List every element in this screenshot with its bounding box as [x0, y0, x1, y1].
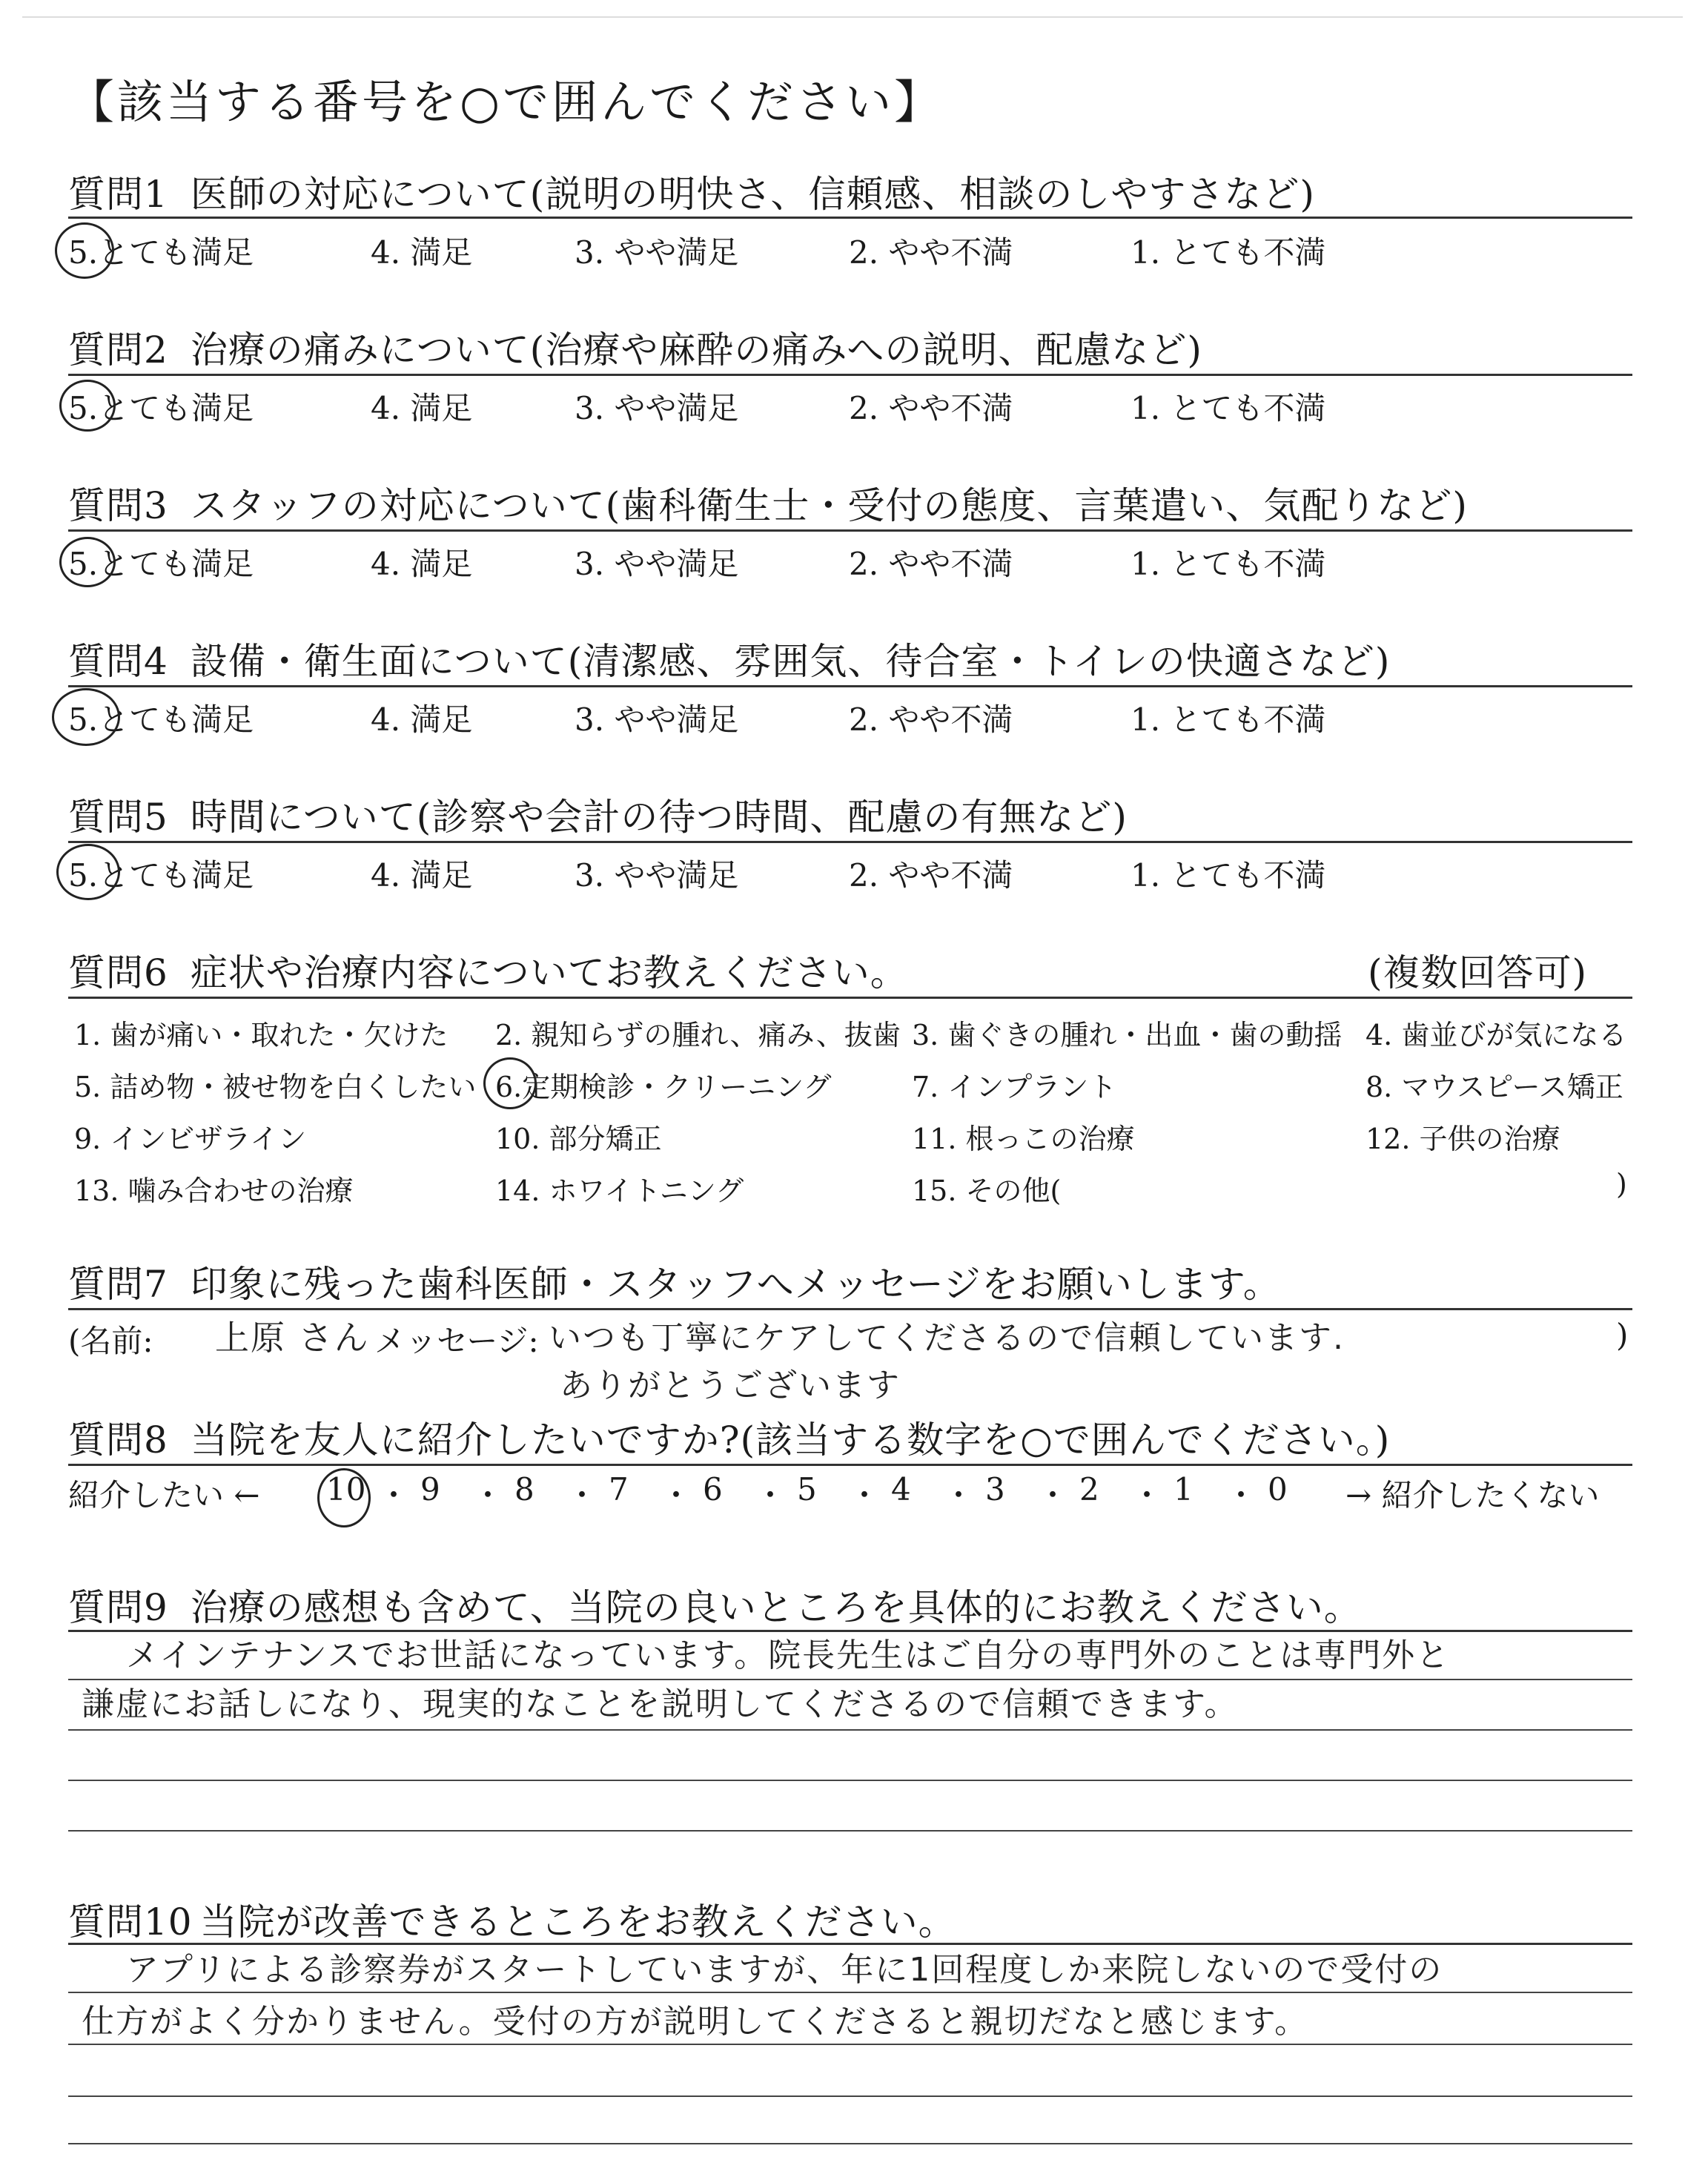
question-8-heading — [68, 1410, 1390, 1464]
question-7-heading — [68, 1255, 1281, 1308]
q9-answer-line-2[interactable]: 謙虚にお話しになり、現実的なことを説明してくださるので信頼できます。 — [82, 1685, 1239, 1723]
q2-option-4[interactable]: 4. 満足 — [371, 390, 473, 426]
q6-option-12[interactable]: 12. 子供の治療 — [1366, 1123, 1560, 1155]
question-3-heading — [68, 476, 1468, 529]
q5-option-1[interactable]: 1. とても不満 — [1131, 857, 1326, 894]
q8-scale-5[interactable]: 5 — [797, 1471, 817, 1507]
question-5-number: 質問5 — [68, 796, 168, 839]
question-7-rule — [68, 1308, 1632, 1310]
q6-option-8[interactable]: 8. マウスピース矯正 — [1366, 1071, 1623, 1103]
q6-option-2[interactable]: 2. 親知らずの腫れ、痛み、抜歯 — [495, 1019, 901, 1051]
q10-answer-line-2[interactable]: 仕方がよく分かりません。受付の方が説明してくださると親切だなと感じます。 — [82, 2003, 1309, 2041]
question-6-rule — [68, 997, 1632, 999]
q7-close-paren: ) — [1616, 1317, 1629, 1353]
question-10-rule-3 — [68, 2044, 1632, 2045]
question-10-heading — [68, 1892, 956, 1946]
q2-option-1[interactable]: 1. とても不満 — [1131, 390, 1326, 426]
top-border — [22, 16, 1683, 18]
q7-name-label: (名前: — [68, 1323, 153, 1359]
q6-option-6[interactable]: 6.定期検診・クリーニング — [495, 1071, 832, 1103]
q5-option-3[interactable]: 3. やや満足 — [575, 857, 739, 894]
q7-message-label: メッセージ: — [374, 1323, 539, 1359]
question-5-rule — [68, 841, 1632, 843]
q5-option-4[interactable]: 4. 満足 — [371, 857, 473, 894]
q8-right-label: → 紹介したくない — [1345, 1477, 1600, 1513]
q4-option-1[interactable]: 1. とても不満 — [1131, 701, 1326, 738]
q3-option-1[interactable]: 1. とても不満 — [1131, 546, 1326, 582]
q8-scale-separator: ・ — [661, 1477, 692, 1513]
q8-scale-1[interactable]: 1 — [1174, 1471, 1194, 1507]
q6-option-4[interactable]: 4. 歯並びが気になる — [1366, 1019, 1627, 1051]
q8-scale-2[interactable]: 2 — [1079, 1471, 1099, 1507]
q8-scale-10[interactable]: 10 — [326, 1471, 366, 1507]
q2-option-5[interactable]: 5.とても満足 — [68, 390, 254, 426]
q1-option-4[interactable]: 4. 満足 — [371, 234, 473, 271]
q4-option-2[interactable]: 2. やや不満 — [849, 701, 1013, 738]
question-9-text: 治療の感想も含めて、当院の良いところを具体的にお教えください。 — [190, 1586, 1362, 1629]
question-4-text: 設備・衛生面について(清潔感、雰囲気、待合室・トイレの快適さなど) — [190, 640, 1391, 683]
q6-option-10[interactable]: 10. 部分矯正 — [495, 1123, 662, 1155]
q6-option-9[interactable]: 9. インビザライン — [74, 1123, 307, 1155]
q8-left-label: 紹介したい ← — [68, 1477, 260, 1513]
q8-scale-separator: ・ — [378, 1477, 410, 1513]
q3-option-2[interactable]: 2. やや不満 — [849, 546, 1013, 582]
q6-option-1[interactable]: 1. 歯が痛い・取れた・欠けた — [74, 1019, 448, 1051]
q1-option-2[interactable]: 2. やや不満 — [849, 234, 1013, 271]
question-5-text: 時間について(診察や会計の待つ時間、配慮の有無など) — [190, 796, 1128, 839]
q8-scale-separator: ・ — [755, 1477, 787, 1513]
q2-option-2[interactable]: 2. やや不満 — [849, 390, 1013, 426]
q5-option-5[interactable]: 5.とても満足 — [68, 857, 254, 894]
question-7-text: 印象に残った歯科医師・スタッフへメッセージをお願いします。 — [190, 1263, 1281, 1306]
q6-option-14[interactable]: 14. ホワイトニング — [495, 1175, 744, 1207]
question-7-number: 質問7 — [68, 1263, 168, 1306]
q3-option-3[interactable]: 3. やや満足 — [575, 546, 739, 582]
question-1-rule — [68, 217, 1632, 219]
question-6-note: (複数回答可) — [1368, 951, 1588, 994]
q5-selected-circle — [56, 844, 120, 900]
q6-option-15-close: ) — [1616, 1168, 1627, 1200]
question-4-rule — [68, 685, 1632, 687]
question-8-number: 質問8 — [68, 1418, 168, 1462]
question-3-number: 質問3 — [68, 484, 168, 527]
q2-option-3[interactable]: 3. やや満足 — [575, 390, 739, 426]
question-8-rule — [68, 1464, 1632, 1466]
question-9-rule-4 — [68, 1780, 1632, 1781]
q4-option-5[interactable]: 5.とても満足 — [68, 701, 254, 738]
q6-option-11[interactable]: 11. 根っこの治療 — [912, 1123, 1135, 1155]
q9-answer-line-1[interactable]: メインテナンスでお世話になっています。院長先生はご自分の専門外のことは専門外と — [126, 1636, 1451, 1674]
q3-selected-circle — [59, 537, 116, 587]
q6-option-13[interactable]: 13. 噛み合わせの治療 — [74, 1175, 354, 1207]
q4-option-3[interactable]: 3. やや満足 — [575, 701, 739, 738]
question-6-heading — [68, 943, 908, 997]
q2-selected-circle — [59, 380, 116, 432]
q6-option-7[interactable]: 7. インプラント — [912, 1071, 1117, 1103]
q8-scale-6[interactable]: 6 — [703, 1471, 723, 1507]
q8-scale-separator: ・ — [1037, 1477, 1069, 1513]
question-9-number: 質問9 — [68, 1586, 168, 1629]
question-4-number: 質問4 — [68, 640, 168, 683]
q8-scale-8[interactable]: 8 — [514, 1471, 534, 1507]
question-10-rule-4 — [68, 2095, 1632, 2097]
question-10-text: 当院が改善できるところをお教えください。 — [199, 1900, 956, 1943]
question-10-rule-2 — [68, 1992, 1632, 1993]
q1-selected-circle — [55, 222, 114, 279]
q8-scale-separator: ・ — [472, 1477, 504, 1513]
question-5-heading — [68, 787, 1128, 841]
question-1-text: 医師の対応について(説明の明快さ、信頼感、相談のしやすさなど) — [190, 173, 1315, 216]
q1-option-3[interactable]: 3. やや満足 — [575, 234, 739, 271]
q8-scale-separator: ・ — [849, 1477, 881, 1513]
question-6-number: 質問6 — [68, 951, 168, 994]
q6-option-3[interactable]: 3. 歯ぐきの腫れ・出血・歯の動揺 — [912, 1019, 1343, 1051]
q7-message-line-2[interactable]: ありがとうございます — [560, 1367, 901, 1404]
q7-name-value[interactable]: 上原 さん — [215, 1318, 370, 1358]
page-title: 【該当する番号を○で囲んでください】 — [68, 75, 944, 129]
q3-option-4[interactable]: 4. 満足 — [371, 546, 473, 582]
question-2-heading — [68, 320, 1202, 374]
question-8-text: 当院を友人に紹介したいですか?(該当する数字を○で囲んでください。) — [190, 1418, 1391, 1462]
q8-scale-3[interactable]: 3 — [985, 1471, 1005, 1507]
question-1-number: 質問1 — [68, 173, 168, 216]
q7-message-line-1[interactable]: いつも丁寧にケアしてくださるので信頼しています. — [549, 1319, 1345, 1357]
q3-option-5[interactable]: 5.とても満足 — [68, 546, 254, 582]
q8-scale-separator: ・ — [1225, 1477, 1257, 1513]
q1-option-1[interactable]: 1. とても不満 — [1131, 234, 1326, 271]
q8-scale-4[interactable]: 4 — [891, 1471, 911, 1507]
question-2-rule — [68, 374, 1632, 376]
q8-scale-0[interactable]: 0 — [1268, 1471, 1288, 1507]
q5-option-2[interactable]: 2. やや不満 — [849, 857, 1013, 894]
q6-option-5[interactable]: 5. 詰め物・被せ物を白くしたい — [74, 1071, 477, 1103]
question-1-heading — [68, 165, 1315, 218]
question-9-heading — [68, 1578, 1362, 1631]
question-3-rule — [68, 529, 1632, 532]
q8-scale-separator: ・ — [943, 1477, 975, 1513]
q8-scale-7[interactable]: 7 — [609, 1471, 629, 1507]
question-9-rule-3 — [68, 1729, 1632, 1731]
q8-scale-separator: ・ — [566, 1477, 598, 1513]
q4-option-4[interactable]: 4. 満足 — [371, 701, 473, 738]
question-9-rule-5 — [68, 1830, 1632, 1832]
question-10-rule-5 — [68, 2143, 1632, 2144]
q6-selected-circle — [483, 1057, 537, 1109]
question-6-text: 症状や治療内容についてお教えください。 — [190, 951, 908, 994]
question-2-text: 治療の痛みについて(治療や麻酔の痛みへの説明、配慮など) — [190, 328, 1202, 371]
q4-selected-circle — [52, 688, 120, 746]
question-4-heading — [68, 632, 1390, 685]
q8-selected-circle — [317, 1468, 371, 1527]
q8-scale-9[interactable]: 9 — [420, 1471, 440, 1507]
question-10-number: 質問10 — [68, 1900, 193, 1943]
question-3-text: スタッフの対応について(歯科衛生士・受付の態度、言葉遣い、気配りなど) — [190, 484, 1468, 527]
q8-scale-separator: ・ — [1131, 1477, 1163, 1513]
q6-option-15[interactable]: 15. その他( — [912, 1175, 1062, 1207]
question-2-number: 質問2 — [68, 328, 168, 371]
q1-option-5[interactable]: 5.とても満足 — [68, 234, 254, 271]
q10-answer-line-1[interactable]: アプリによる診察券がスタートしていますが、年に1回程度しか来院しないので受付の — [126, 1951, 1443, 1989]
